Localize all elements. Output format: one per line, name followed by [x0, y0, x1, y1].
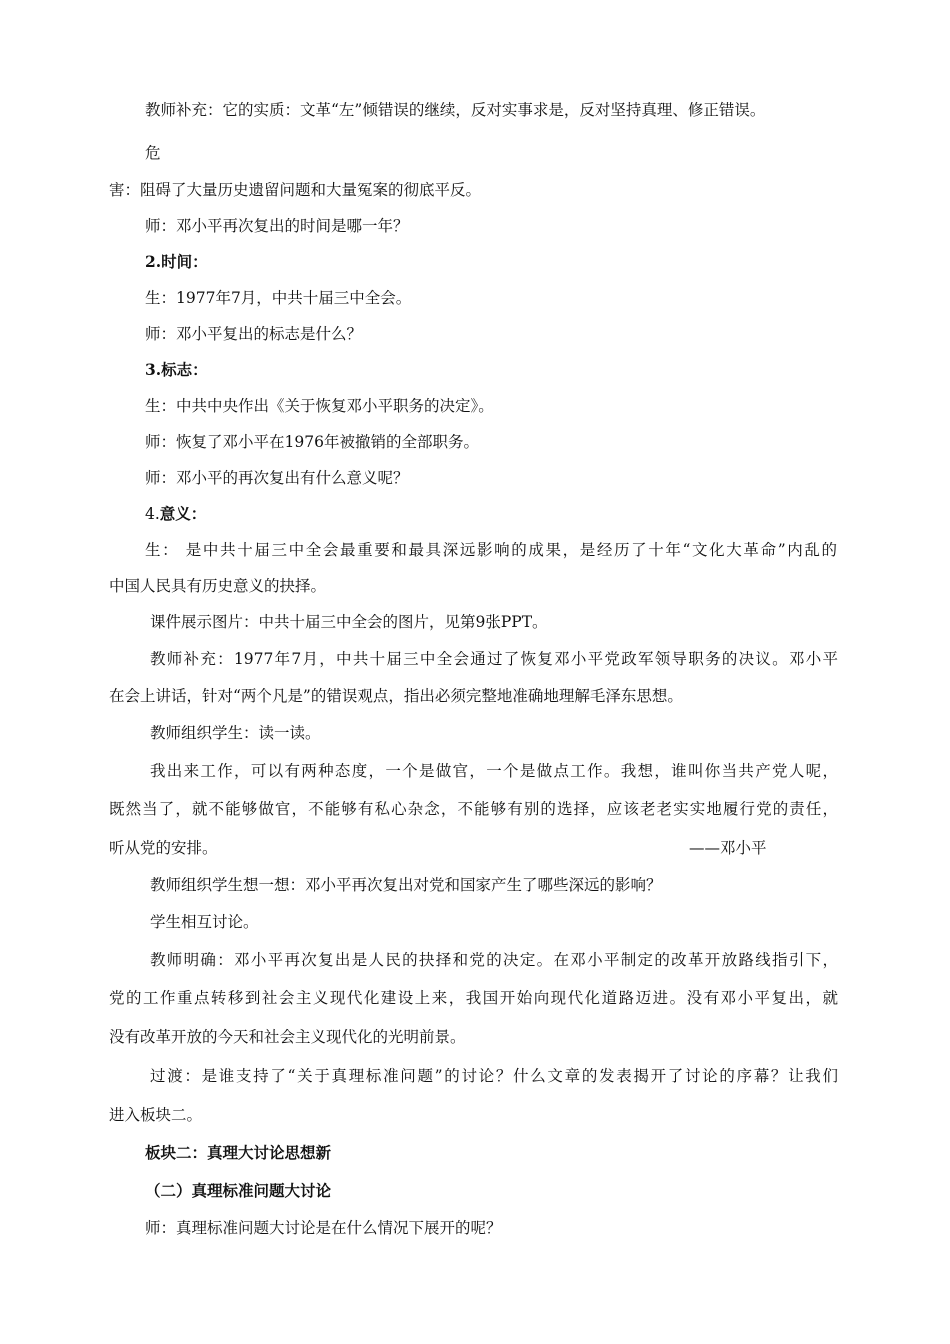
question-truth-discussion: 师：真理标准问题大讨论是在什么情况下展开的呢？	[145, 1219, 502, 1237]
answer-sign: 生：中共中央作出《关于恢复邓小平职务的决定》。	[145, 397, 494, 415]
instruction-read: 教师组织学生：读一读。	[150, 724, 321, 742]
heading-label: 意义：	[159, 504, 207, 523]
heading-time: 2.时间：	[145, 252, 208, 271]
heading-sign: 3.标志：	[145, 360, 208, 379]
subsection-heading-truth-criterion: （二）真理标准问题大讨论	[145, 1181, 332, 1200]
teacher-supplement-1977-line1: 教师补充：1977年7月，中共十届三中全会通过了恢复邓小平党政军领导职务的决议。邓小平	[150, 650, 838, 668]
answer-significance-line1: 生： 是中共十届三中全会最重要和最具深远影响的成果，是经历了十年“文化大革命”内乱的	[145, 541, 837, 559]
question-significance: 师：邓小平的再次复出有什么意义呢？	[145, 469, 409, 487]
teacher-supplement-1977-line2: 在会上讲话，针对“两个凡是”的错误观点，指出必须完整地准确地理解毛泽东思想。	[109, 687, 683, 705]
transition-line1: 过渡：是谁支持了“关于真理标准问题”的讨论？什么文章的发表揭开了讨论的序幕？让我们	[150, 1067, 838, 1085]
heading-number: 4.	[145, 505, 160, 523]
students-discuss: 学生相互讨论。	[150, 913, 259, 931]
question-reinstatement-year: 师：邓小平再次复出的时间是哪一年？	[145, 217, 409, 235]
section-heading-block-two: 板块二：真理大讨论思想新	[145, 1143, 332, 1162]
text-fragment-wei: 危	[145, 144, 161, 162]
paragraph-teacher-supplement-essence: 教师补充：它的实质：文革“左”倾错误的继续，反对实事求是，反对坚持真理、修正错误。	[145, 101, 766, 119]
transition-line2: 进入板块二。	[109, 1106, 203, 1124]
answer-time: 生：1977年7月，中共十届三中全会。	[145, 289, 412, 307]
teacher-reinstated-posts: 师：恢复了邓小平在1976年被撤销的全部职务。	[145, 433, 479, 451]
quote-attribution: ——邓小平	[689, 839, 767, 857]
answer-significance-line2: 中国人民具有历史意义的抉择。	[109, 577, 327, 595]
question-sign: 师：邓小平复出的标志是什么？	[145, 325, 363, 343]
quote-deng-line3: 听从党的安排。	[109, 839, 218, 857]
paragraph-harm: 害：阻碍了大量历史遗留问题和大量冤案的彻底平反。	[109, 181, 482, 199]
teacher-clarify-line2: 党的工作重点转移到社会主义现代化建设上来，我国开始向现代化道路迈进。没有邓小平复出，就	[109, 989, 838, 1007]
teacher-clarify-line1: 教师明确：邓小平再次复出是人民的抉择和党的决定。在邓小平制定的改革开放路线指引下，	[150, 951, 838, 969]
courseware-display-note: 课件展示图片：中共十届三中全会的图片，见第9张PPT。	[150, 613, 548, 631]
teacher-clarify-line3: 没有改革开放的今天和社会主义现代化的光明前景。	[109, 1028, 466, 1046]
heading-significance	[145, 504, 206, 524]
quote-deng-line2: 既然当了，就不能够做官，不能够有私心杂念，不能够有别的选择，应该老老实实地履行党的责任，	[109, 800, 838, 818]
instruction-think: 教师组织学生想一想：邓小平再次复出对党和国家产生了哪些深远的影响？	[150, 876, 662, 894]
quote-deng-line1: 我出来工作，可以有两种态度，一个是做官，一个是做点工作。我想，谁叫你当共产党人呢，	[150, 762, 838, 780]
